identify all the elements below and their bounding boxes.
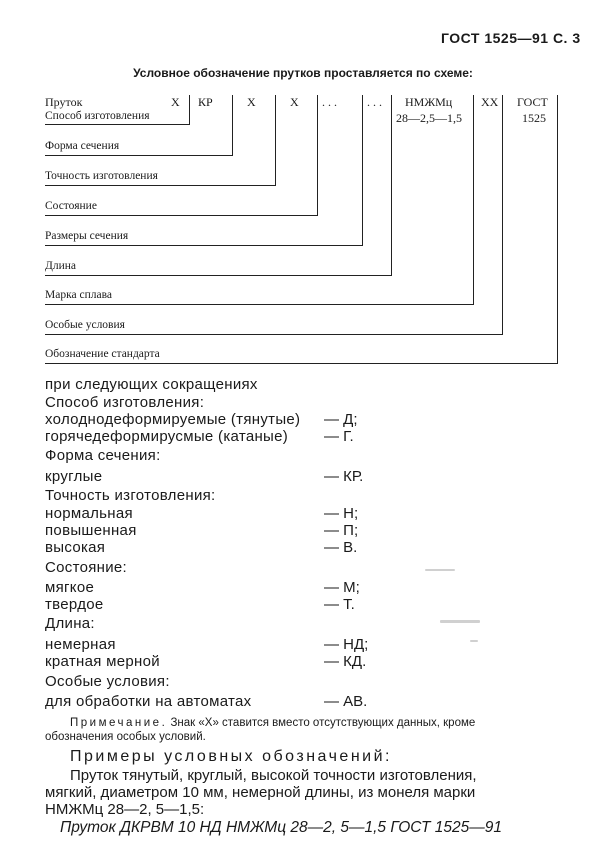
scan-speck: [440, 620, 480, 623]
example-line-1: Пруток тянутый, круглый, высокой точности изготовления,: [70, 767, 477, 784]
scheme-row-section-form: Форма сечения: [45, 140, 120, 152]
abbr-term-hot: горячедеформирусмые (катаные): [45, 428, 289, 445]
scheme-line-v6: [391, 95, 392, 276]
abbr-term-normal: нормальная: [45, 505, 133, 522]
scheme-line-h6: [45, 275, 391, 276]
abbr-code-unmeasured: — НД;: [324, 636, 369, 653]
scheme-line-h7: [45, 304, 473, 305]
scheme-line-h4: [45, 215, 317, 216]
scheme-row-length: Длина: [45, 260, 76, 272]
note-text: Знак «Х» ставится вместо отсутствующих данных, кроме: [170, 717, 476, 729]
scheme-line-v9: [557, 95, 558, 364]
scan-speck: [425, 569, 455, 571]
abbr-term-round: круглые: [45, 468, 103, 485]
abbr-code-cold: — Д;: [324, 411, 358, 428]
scheme-label-gost: ГОСТ: [517, 95, 548, 109]
abbr-code-hot: — Г.: [324, 428, 354, 445]
scheme-line-h8: [45, 334, 502, 335]
scheme-label-gost-number: 1525: [522, 111, 546, 125]
example-designation: Пруток ДКРВМ 10 НД НМЖМц 28—2, 5—1,5 ГОСТ 1525—91: [60, 819, 502, 836]
abbr-code-multiple: — КД.: [324, 653, 367, 670]
example-line-2: мягкий, диаметром 10 мм, немерной длины, из монеля марки: [45, 784, 476, 801]
scheme-label-dots2: . . .: [367, 95, 382, 109]
abbr-term-multiple: кратная мерной: [45, 653, 160, 670]
abbreviations-intro: при следующих сокращениях: [45, 376, 258, 393]
scheme-line-h9: [45, 363, 557, 364]
note-line-2: обозначения особых условий.: [45, 731, 206, 743]
scheme-label-product: Пруток: [45, 95, 83, 109]
scheme-title: Условное обозначение прутков проставляется по схеме:: [133, 66, 473, 80]
scheme-label-x1: Х: [171, 95, 180, 109]
scheme-line-h5: [45, 245, 362, 246]
scheme-line-v7: [473, 95, 474, 305]
note-line-1: [70, 717, 475, 729]
scheme-row-alloy: Марка сплава: [45, 289, 112, 301]
scheme-row-precision: Точность изготовления: [45, 170, 158, 182]
group-heading-section: Форма сечения:: [45, 447, 161, 464]
scheme-label-alloy-grade: 28—2,5—1,5: [396, 111, 462, 125]
examples-heading: Примеры условных обозначений:: [70, 748, 392, 765]
abbr-term-high: высокая: [45, 539, 106, 556]
example-line-3: НМЖМц 28—2, 5—1,5:: [45, 801, 205, 818]
abbr-term-hard: твердое: [45, 596, 104, 613]
abbr-code-increased: — П;: [324, 522, 359, 539]
abbr-term-soft: мягкое: [45, 579, 95, 596]
scan-speck: [470, 640, 478, 642]
abbr-code-normal: — Н;: [324, 505, 359, 522]
group-heading-special: Особые условия:: [45, 673, 170, 690]
group-heading-state: Состояние:: [45, 559, 128, 576]
scheme-line-v5: [362, 95, 363, 246]
scheme-line-v2: [232, 95, 233, 156]
group-heading-length: Длина:: [45, 615, 95, 632]
scheme-label-dots1: . . .: [322, 95, 337, 109]
abbr-code-automatic: — АВ.: [324, 693, 368, 710]
group-heading-precision: Точность изготовления:: [45, 487, 216, 504]
scheme-label-xx: ХХ: [481, 95, 499, 109]
note-label: Примечание.: [70, 717, 168, 729]
scheme-label-kr: КР: [198, 95, 213, 109]
scheme-row-state: Состояние: [45, 200, 97, 212]
abbr-code-hard: — Т.: [324, 596, 355, 613]
scheme-line-v3: [275, 95, 276, 186]
abbr-code-soft: — М;: [324, 579, 360, 596]
scheme-line-h1: [45, 124, 189, 125]
scheme-line-v8: [502, 95, 503, 335]
scheme-row-section-size: Размеры сечения: [45, 230, 129, 242]
scheme-label-x3: Х: [290, 95, 299, 109]
abbr-term-increased: повышенная: [45, 522, 137, 539]
scheme-line-h2: [45, 155, 232, 156]
page-header: ГОСТ 1525—91 С. 3: [441, 30, 581, 46]
group-heading-method: Способ изготовления:: [45, 394, 205, 411]
scheme-line-h3: [45, 185, 275, 186]
scheme-line-v4: [317, 95, 318, 216]
abbr-term-cold: холоднодеформируемые (тянутые): [45, 411, 301, 428]
scheme-label-alloy: НМЖМц: [405, 95, 453, 109]
abbr-term-unmeasured: немерная: [45, 636, 116, 653]
abbr-code-high: — В.: [324, 539, 358, 556]
scheme-label-x2: Х: [247, 95, 256, 109]
scheme-row-method: Способ изготовления: [45, 110, 150, 122]
scheme-row-special: Особые условия: [45, 319, 125, 331]
scheme-line-v1: [189, 95, 190, 125]
abbr-code-round: — КР.: [324, 468, 364, 485]
abbr-term-automatic: для обработки на автоматах: [45, 693, 252, 710]
scheme-row-standard: Обозначение стандарта: [45, 348, 160, 360]
